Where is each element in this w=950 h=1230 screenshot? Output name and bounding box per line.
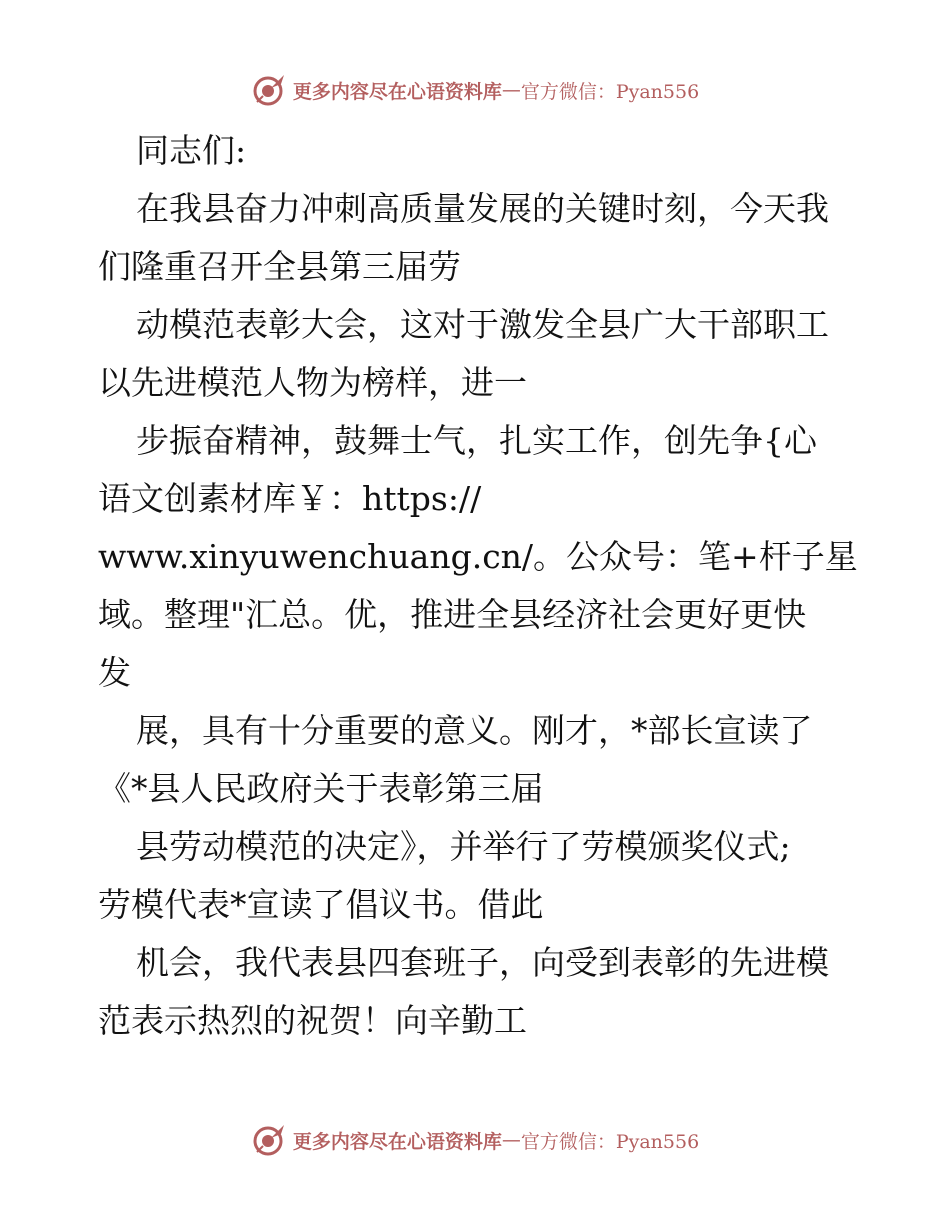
body-line: 同志们:	[136, 131, 247, 170]
body-line: 范表示热烈的祝贺！向辛勤工	[98, 1001, 527, 1040]
body-line: 步振奋精神，鼓舞士气，扎实工作，创先争{心	[136, 421, 817, 460]
body-line: 劳模代表*宣读了倡议书。借此	[98, 885, 544, 924]
footer-watermark-banner	[0, 1120, 950, 1160]
quill-logo-icon	[251, 72, 287, 108]
header-watermark-banner	[0, 70, 950, 110]
footer-wechat-text: 官方微信：Pyan556	[520, 1130, 700, 1153]
footer-dash: —	[501, 1129, 521, 1151]
body-line: 展，具有十分重要的意义。刚才，*部长宣读了	[136, 711, 813, 750]
footer-brand-text: 更多内容尽在心语资料库	[292, 1130, 502, 1153]
body-line: 县劳动模范的决定》，并举行了劳模颁奖仪式;	[136, 827, 791, 866]
document-body	[98, 122, 888, 1050]
header-dash: —	[501, 79, 521, 101]
body-line: 发	[98, 653, 131, 692]
body-line: 在我县奋力冲刺高质量发展的关键时刻，今天我	[136, 189, 829, 228]
header-brand-text: 更多内容尽在心语资料库	[292, 80, 502, 103]
body-line: 《*县人民政府关于表彰第三届	[98, 769, 544, 808]
body-line: 动模范表彰大会，这对于激发全县广大干部职工	[136, 305, 829, 344]
body-line: 机会，我代表县四套班子，向受到表彰的先进模	[136, 943, 829, 982]
quill-logo-icon	[251, 1122, 287, 1158]
body-line: 们隆重召开全县第三届劳	[98, 247, 461, 286]
header-wechat-text: 官方微信：Pyan556	[520, 80, 700, 103]
body-line: 以先进模范人物为榜样，进一	[98, 363, 527, 402]
body-line: 语文创素材库￥：https://	[98, 479, 482, 518]
body-line: 域。整理"汇总。优，推进全县经济社会更好更快	[98, 595, 807, 634]
body-line: www.xinyuwenchuang.cn/。公众号：笔+杆子星	[98, 537, 858, 576]
